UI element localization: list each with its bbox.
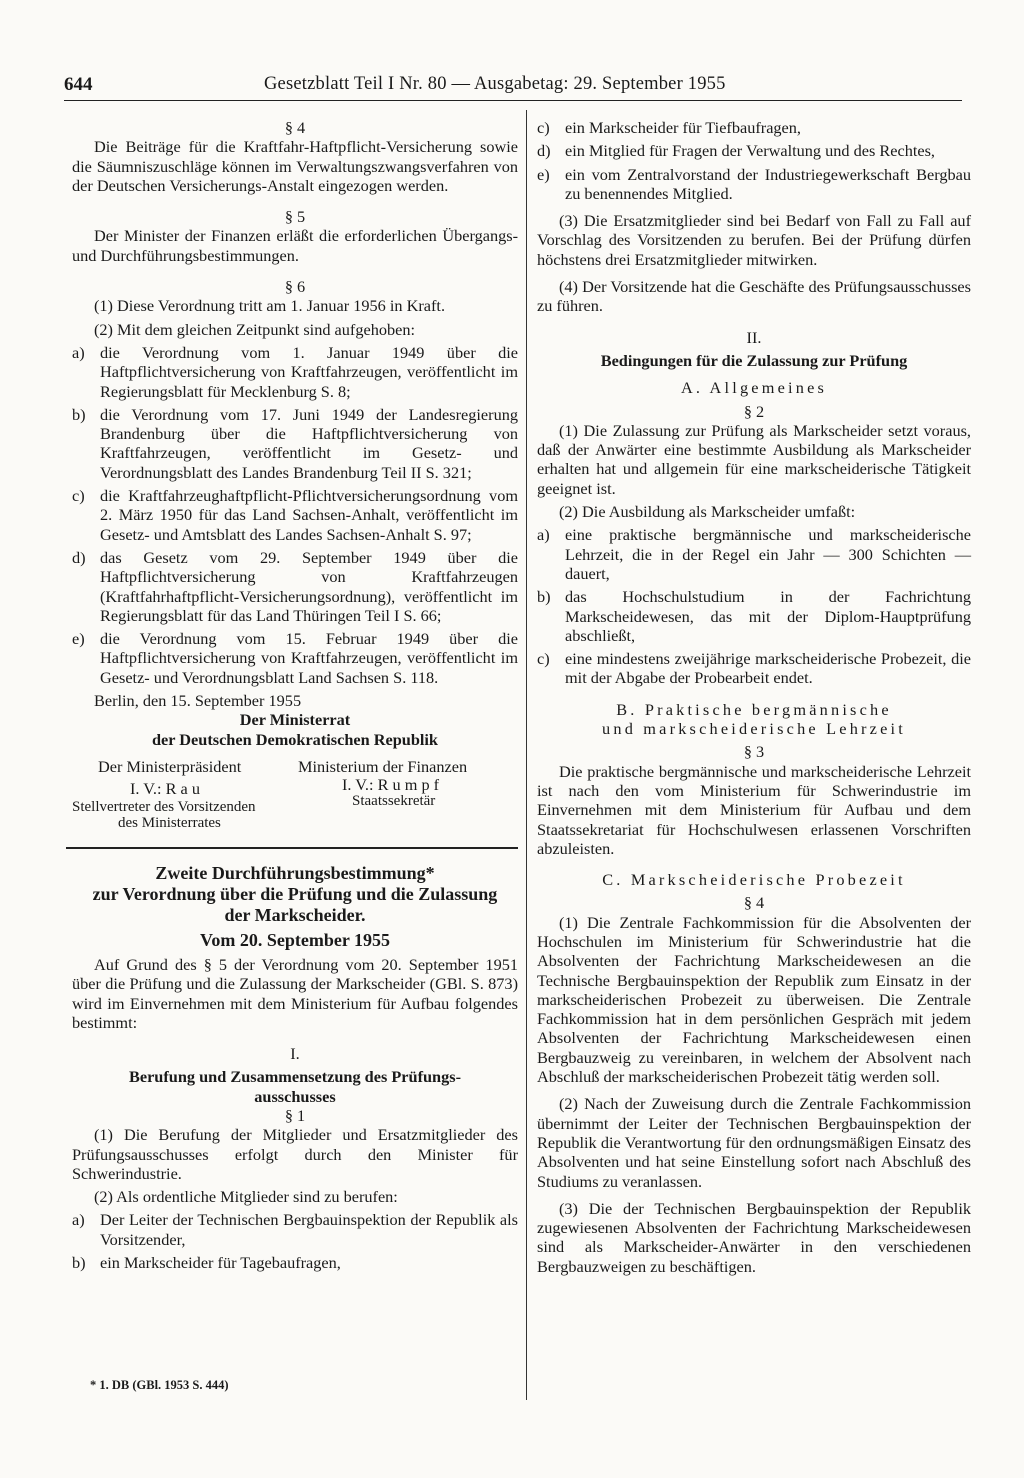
decree-title-line: zur Verordnung über die Prüfung und die Zulassung [92,883,498,904]
paragraph: (2) Mit dem gleichen Zeitpunkt sind aufgehoben: [94,319,416,339]
list-label: b) [72,404,86,424]
section-heading: § 6 [284,277,306,297]
signing-body: Der Ministerrat [239,710,351,730]
subsection-heading: B. Praktische bergmännische [616,699,892,719]
list-text: ein Markscheider für Tiefbaufragen, [565,118,801,137]
list-label: e) [72,629,85,649]
decree-date: Vom 20. September 1955 [200,929,390,950]
signer-title-left: Stellvertreter des Vorsitzenden [72,798,256,815]
list-label: c) [72,486,85,506]
section-heading: § 4 [284,118,306,137]
signer-name-right: I. V.: R u m p f [342,774,440,794]
list-label: e) [537,164,550,184]
decree-title-line: der Markscheider. [224,904,366,925]
list-label: a) [537,525,550,545]
list-item [72,486,518,544]
list-text: die Verordnung vom 1. Januar 1949 über die Haftpflichtversicherung von Kraftfahrzeugen, veröffentlicht im Regierungsblatt für Mecklenburg S. 8; [100,342,518,401]
list-text: ein vom Zentralvorstand der Industriegewerkschaft Bergbau zu benennendes Mitglied. [565,164,971,203]
section-heading: § 4 [743,893,765,913]
list-item [537,649,971,688]
separator-rule [66,847,518,849]
paragraph: (3) Die der Technischen Bergbauinspektion der Republik zugewiesenen Absolventen der Fachrichtung Markscheidewesen sind als Markscheider-Anwärter in den verschiedenen Bergbauzweigen zu beschäftigen. [537,1198,971,1276]
list-label: a) [72,342,85,362]
list-item [72,1253,518,1272]
list-text: Der Leiter der Technischen Bergbauinspektion der Republik als Vorsitzender, [100,1210,518,1249]
paragraph: (4) Der Vorsitzende hat die Geschäfte des Prüfungsausschusses zu führen. [537,277,971,316]
paragraph: (2) Die Ausbildung als Markscheider umfaßt: [559,502,856,522]
paragraph: Der Minister der Finanzen erläßt die erforderlichen Übergangs- und Durchführungsbestimmungen. [72,226,518,265]
list-item [537,118,971,137]
list-text: die Verordnung vom 15. Februar 1949 über die Haftpflichtversicherung von Kraftfahrzeugen, veröffentlicht im Gesetz- und Verordnungsblatt Land Sachsen S. 118. [100,629,518,687]
page-number: 644 [64,74,93,95]
signer-name-left: I. V.: R a u [130,778,200,798]
part-title: Bedingungen für die Zulassung zur Prüfung [600,350,908,370]
list-text: das Hochschulstudium in der Fachrichtung Markscheidewesen, das mit der Diplom-Hauptprüfung abschließt, [565,587,971,645]
list-item [72,405,518,482]
place-date: Berlin, den 15. September 1955 [94,691,302,711]
list-text: ein Mitglied für Fragen der Verwaltung und des Rechtes, [565,141,936,161]
paragraph: (1) Die Berufung der Mitglieder und Ersatzmitglieder des Prüfungsausschusses erfolgt durch den Minister für Schwerindustrie. [72,1125,518,1183]
footnote: * 1. DB (GBl. 1953 S. 444) [90,1378,229,1392]
list-text: die Verordnung vom 17. Juni 1949 der Landesregierung Brandenburg über die Haftpflichtversicherung von Kraftfahrzeugen, veröffentlicht im Gesetz- und Verordnungsblatt des Landes Brandenburg Teil II S. 321; [100,404,518,482]
paragraph: (2) Nach der Zuweisung durch die Zentrale Fachkommission übernimmt der Leiter der Technischen Bergbauinspektion der Republik die Verantwortung für den ordnungsmäßigen Einsatz des Absolventen und hat seine Einstellung sofort nach Abschluß des Studiums zu veranlassen. [537,1094,971,1191]
part-title: Berufung und Zusammensetzung des Prüfungs- [128,1067,462,1087]
paragraph: (1) Diese Verordnung tritt am 1. Januar 1956 in Kraft. [94,296,446,316]
list-item [537,525,971,583]
section-heading: § 5 [284,207,306,227]
signer-role-left: Der Ministerpräsident [98,756,242,776]
page-header [64,74,962,101]
signature-block [72,755,518,829]
left-column [72,118,518,1272]
section-heading: § 1 [284,1105,306,1125]
subsection-heading: C. Markscheiderische Probezeit [602,870,906,890]
list-item [72,548,518,625]
list-label: a) [72,1210,85,1230]
list-text: das Gesetz vom 29. September 1949 über die Haftpflichtversicherung von Kraftfahrzeugen (Kraftfahrhaftpflicht-Versicherungsordnung), veröffentlicht im Regierungsblatt für das Land Thüringen Teil I S. 66; [100,547,518,625]
list-item [537,141,971,160]
signing-body-name: der Deutschen Demokratischen Republik [152,729,438,749]
paragraph: (3) Die Ersatzmitglieder sind bei Bedarf von Fall zu Fall auf Vorschlag des Vorsitzenden zu berufen. Bei der Prüfung dürfen höchstens drei Ersatzmitglieder mitwirken. [537,211,971,269]
list-item [72,343,518,401]
list-text: ein Markscheider für Tagebaufragen, [100,1253,341,1273]
list-item [72,1210,518,1249]
section-heading: § 2 [743,401,765,421]
part-number: II. [746,327,762,347]
paragraph: (2) Als ordentliche Mitglieder sind zu berufen: [94,1187,398,1207]
list-label: c) [537,649,550,669]
list-text: eine mindestens zweijährige markscheiderische Probezeit, die mit der Abgabe der Probearbeit endet. [565,649,971,688]
signer-title-right: Staatssekretär [352,792,436,809]
list-text: die Kraftfahrzeughaftpflicht-Pflichtversicherungsordnung vom 2. März 1950 für das Land Sachsen-Anhalt, veröffentlicht im Gesetz- und Amtsblatt des Landes Sachsen-Anhalt S. 97; [100,486,518,544]
paragraph: (1) Die Zentrale Fachkommission für die Absolventen der Hochschulen im Ministerium für Schwerindustrie hat die Absolventen der Fachrichtung Markscheidewesen an die Technische Bergbauinspektion der Republik zum Einsatz in der markscheiderischen Probezeit zu überweisen. Die Zentrale Fachkommission hat in dem persönlichen Gespräch mit jedem Absolventen der Fachrichtung Markscheidewesen einen Bergbauzweig zu vereinbaren, in welchem der Absolvent nach Abschluß der markscheiderischen Probezeit tätig werden soll. [537,912,971,1087]
list-item [72,629,518,687]
section-heading: § 3 [743,742,765,762]
subsection-heading: A. Allgemeines [680,378,828,398]
column-divider [526,110,527,1400]
paragraph: Auf Grund des § 5 der Verordnung vom 20. September 1951 über die Prüfung und die Zulassung der Markscheider (GBl. S. 873) wird im Einvernehmen mit dem Ministerium für Aufbau folgendes bestimmt: [72,954,518,1032]
list-label: b) [72,1253,86,1273]
part-title-line: ausschusses [254,1086,336,1106]
subsection-heading-line: und markscheiderische Lehrzeit [602,719,906,739]
paragraph: (1) Die Zulassung zur Prüfung als Markscheider setzt voraus, daß der Anwärter eine bestimmte Ausbildung als Markscheider erhalten hat und allgemein für eine markscheiderische Tätigkeit geeignet ist. [537,420,971,498]
part-number: I. [290,1044,300,1064]
paragraph: Die praktische bergmännische und markscheiderische Lehrzeit ist nach den vom Ministerium für Schwerindustrie im Einvernehmen mit dem Ministerium für Aufbau und dem Staatssekretariat für Hochschulwesen erlassenen Vorschriften abzuleisten. [537,761,971,858]
list-item [537,587,971,645]
paragraph: Die Beiträge für die Kraftfahr-Haftpflicht-Versicherung sowie die Säumniszuschläge können im Verwaltungszwangsverfahren von der Deutschen Versicherungs-Anstalt eingezogen werden. [72,137,518,195]
list-label: d) [72,547,86,567]
right-column [537,118,971,1276]
list-item [537,165,971,204]
signer-title-left-2: des Ministerrates [118,814,221,831]
list-label: d) [537,141,551,161]
list-label: c) [537,118,550,137]
header-title: Gesetzblatt Teil I Nr. 80 — Ausgabetag: 29. September 1955 [264,74,726,94]
list-text: eine praktische bergmännische und markscheiderische Lehrzeit, die in der Regel ein Jahr — 300 Schichten — dauert, [565,525,971,583]
list-label: b) [537,587,551,607]
signer-role-right: Ministerium der Finanzen [298,756,468,776]
decree-title: Zweite Durchführungsbestimmung* [155,862,435,883]
